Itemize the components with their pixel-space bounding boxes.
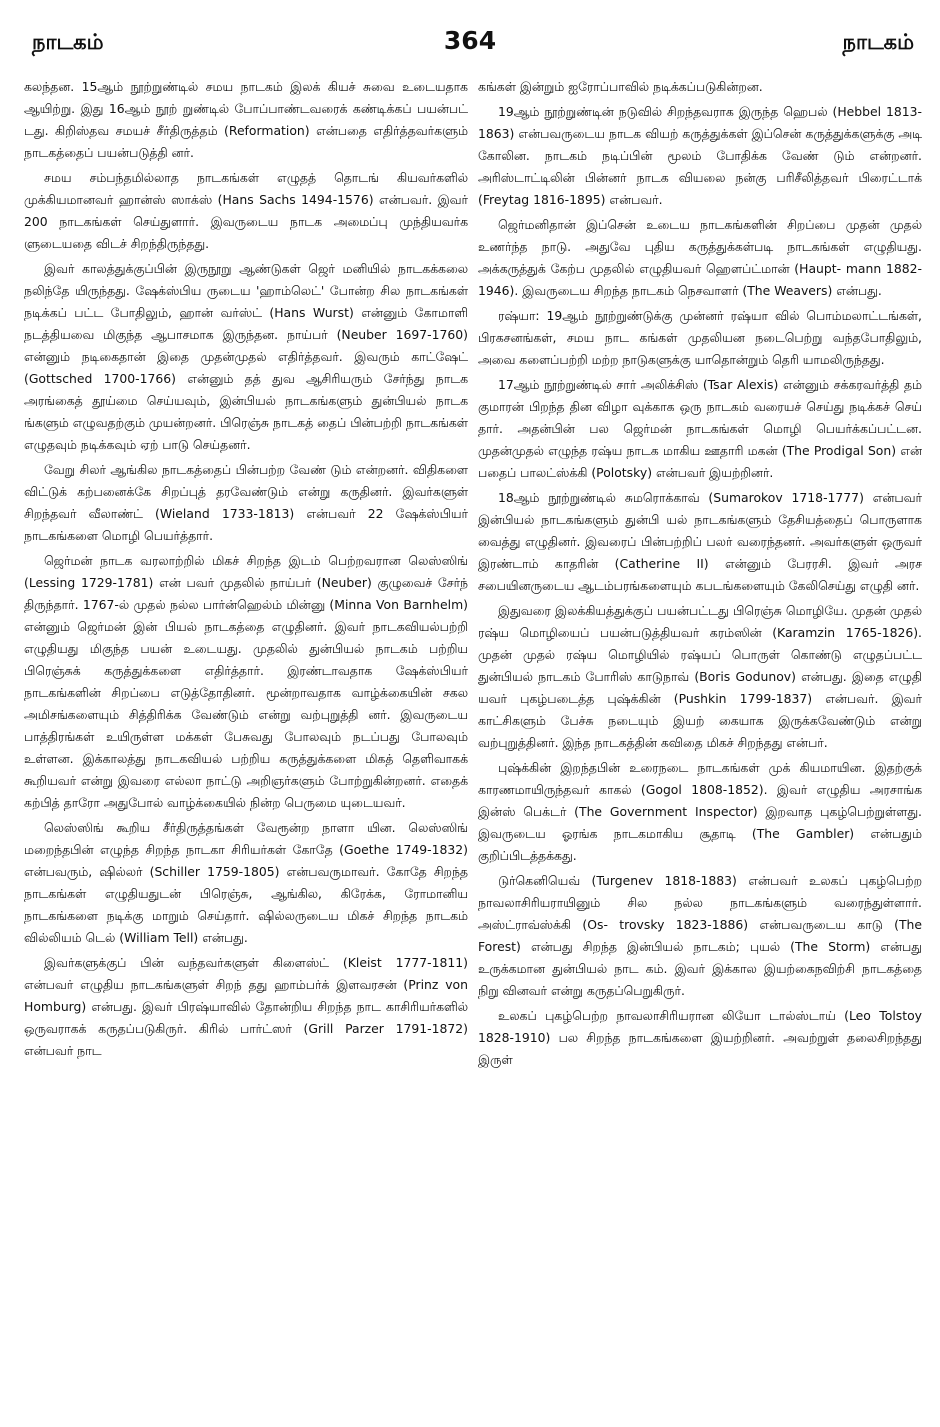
paragraph: கலந்தன. 15ஆம் நூற்றுண்டில் சமய நாடகம் இலக் கியச் சுவை உடையதாக ஆயிற்று. இது 16ஆம் நூற் றுண்டில் போப்பாண்டவரைக் கண்டிக்கப் பயன்பட் டது. கிறிஸ்தவ சமயச் சீர்திருத்தம் (Reformation) என்பதை எதிர்த்தவர்களும் நாடகத்தைப் பயன்படுத்தி னர். (24, 79, 468, 160)
section-paragraph-russia: ரஷ்யா: 19ஆம் நூற்றுண்டுக்கு முன்னர் ரஷ்யா வில் பொம்மலாட்டங்கள், பிரகசனங்கள், சமய நாட கங்கள் முதலியன நடைபெற்று வந்தபோதிலும், அவை களைப்பற்றி மற்ற நாடுகளுக்கு யாதொன்றும் தெரி யாமலிருந்தது. (478, 308, 922, 367)
paragraph: ஜெர்மன் நாடக வரலாற்றில் மிகச் சிறந்த இடம் பெற்றவரான லெஸ்ஸிங் (Lessing 1729-1781) என் பவர் முதலில் நாய்பர் (Neuber) குழுவைச் சேர்ந் திருந்தார். 1767-ல் முதல் நல்ல பார்ன்ஹெல்ம் மின்னு (Minna Von Barnhelm) என்னும் ஜெர்மன் இன் பியல் நாடகத்தை எழுதினர். இவர் நாடகவியல்பற்றி எழுதியது மிகுந்த பயன் உடையது. முதலில் துன்பியல் நாடகம் பற்றிய பிரெஞ்சுக் கருத்துக்களை எதிர்த்தார். இரண்டாவதாக ஷேக்ஸ்பியர் நாடகங்களின் சிறப்பை எடுத்தோதினர். மூன்றாவதாக வாழ்க்கையின் சகல அமிசங்களையும் சித்திரிக்க வேண்டும் என்று வற்புறுத்தி னர். இவருடைய பாத்திரங்கள் உயிருள்ள மக்கள் பேசுவது போலவும் நடப்பது போலவும் உள்ளன. இக்காலத்து நாடகவியல் பற்றிய கருத்துக்களை மிகத் தெளிவாகக் கூறியவர் என்று இவரை எல்லா நாட்டு அறிஞர்களும் போற்றுகின்றனர். எதைக் கற்பித் தாரோ அதுபோல் வாழ்க்கையில் நின்ற பெருமை யுடையவர். (24, 553, 468, 810)
paragraph: புஷ்க்கின் இறந்தபின் உரைநடை நாடகங்கள் முக் கியமாயின. இதற்குக் காரணமாயிருந்தவர் காகல் (Gogol 1808-1852). இவர் எழுதிய அரசாங்க இன்ஸ் பெக்டர் (The Government Inspector) இறவாத புகழ்பெற்றுள்ளது. இவருடைய ஓரங்க நாடகமாகிய சூதாடி (The Gambler) என்பதும் குறிப்பிடத்தக்கது. (478, 760, 922, 863)
right-column (478, 76, 922, 1406)
paragraph: கங்கள் இன்றும் ஐரோப்பாவில் நடிக்கப்படுகின்றன. (478, 79, 763, 94)
page-header (22, 26, 918, 70)
paragraph: 19ஆம் நூற்றுண்டின் நடுவில் சிறந்தவராக இருந்த ஹெபல் (Hebbel 1813-1863) என்பவருடைய நாடக வியற் கருத்துக்கள் இப்சென் கருத்துக்களுக்கு அடி கோலின. நாடகம் நடிப்பின் மூலம் போதிக்க வேண் டும் என்றனர். அரிஸ்டாட்டிலின் பின்னர் நாடக வியலை நன்கு பரிசீலித்தவர் பிரைட்டாக் (Freytag 1816-1895) என்பவர். (478, 104, 922, 207)
paragraph: உலகப் புகழ்பெற்ற நாவலாசிரியரான லியோ டால்ஸ்டாய் (Leo Tolstoy 1828-1910) பல சிறந்த நாடகங்களை இயற்றினர். அவற்றுள் தலைசிறந்தது இருள் (478, 1008, 922, 1067)
left-column (24, 76, 468, 1406)
running-title-left: நாடகம் (32, 30, 104, 54)
paragraph: இவர் காலத்துக்குப்பின் இருநூறு ஆண்டுகள் ஜெர் மனியில் நாடகக்கலை நலிந்தே யிருந்தது. ஷேக்ஸ்பிய ருடைய 'ஹாம்லெட்' போன்ற சில நாடகங்கள் நடிக்கப் பட்ட போதிலும், ஹான் வர்ஸ்ட் (Hans Wurst) என்னும் கோமாளி நடத்தியவை மிகுந்த ஆபாசமாக இருந்தன. நாய்பர் (Neuber 1697-1760) என்னும் நடிகைதான் இதை முதன்முதல் எதிர்த்தவர். இவரும் காட்ஷேட் (Gottsched 1700-1766) என்னும் தத் துவ ஆசிரியரும் சேர்ந்து நாடக அரங்கைத் தூய்மை செய்யவும், இன்பியல் நாடகங்களும் துன்பியல் நாடக ங்களும் எழுவதற்கும் முயன்றனர். பிரெஞ்சு நாடகத் தைப் பின்பற்றி நாடகங்கள் எழுதவும் நடிக்கவும் ஏற் பாடு செய்தனர். (24, 261, 468, 452)
paragraph: சமய சம்பந்தமில்லாத நாடகங்கள் எழுதத் தொடங் கியவர்களில் முக்கியமானவர் ஹான்ஸ் ஸாக்ஸ் (Hans Sachs 1494-1576) என்பவர். இவர் 200 நாடகங்கள் செய்துளார். இவருடைய நாடக அமைப்பு முந்தியவர்க ளுடையதை விடச் சிறந்திருந்தது. (24, 170, 468, 251)
paragraph: 17ஆம் நூற்றுண்டில் சார் அலிக்சிஸ் (Tsar Alexis) என்னும் சக்கரவர்த்தி தம் குமாரன் பிறந்த தின விழா வுக்காக ஒரு நாடகம் வரையச் செய்து நடிக்கச் செய் தார். அதன்பின் பல ஜெர்மன் நாடகங்கள் மொழி பெயர்க்கப்பட்டன. முதன்முதல் எழுந்த ரஷ்ய நாடக மாகிய ஊதாரி மகன் (The Prodigal Son) என் பதைப் பாலட்ஸ்க்கி (Polotsky) என்பவர் இயற்றினர். (478, 377, 922, 480)
paragraph: வேறு சிலர் ஆங்கில நாடகத்தைப் பின்பற்ற வேண் டும் என்றனர். விதிகளை விட்டுக் கற்பனைக்கே சிறப்புத் தரவேண்டும் என்று கருதினர். இவர்களுள் சிறந்தவர் வீலாண்ட் (Wieland 1733-1813) என்பவர் 22 ஷேக்ஸ்பியர் நாடகங்களை மொழி பெயர்த்தார். (24, 462, 468, 543)
paragraph: ஜெர்மனிதான் இப்சென் உடைய நாடகங்களின் சிறப்பை முதன் முதல் உணர்ந்த நாடு. அதுவே புதிய கருத்துக்கள்படி நாடகங்கள் எழுதியது. அக்கருத்துக் கேற்ப முதலில் எழுதியவர் ஹௌப்ட்மான் (Haupt- mann 1882-1946). இவருடைய சிறந்த நாடகம் நெசவாளர் (The Weavers) என்பது. (478, 217, 922, 298)
paragraph: லெஸ்ஸிங் கூறிய சீர்திருத்தங்கள் வேரூன்ற நாளா யின. லெஸ்ஸிங் மறைந்தபின் எழுந்த சிறந்த நாடகா சிரியர்கள் கோதே (Goethe 1749-1832) என்பவரும், ஷில்லர் (Schiller 1759-1805) என்பவருமாவர். கோதே சிறந்த நாடகங்கள் எழுதியதுடன் பிரெஞ்சு, ஆங்கில, கிரேக்க, ரோமானிய நாடகங்களை நடிக்கு மாறும் செய்தார். ஷில்லருடைய மிகச் சிறந்த நாடகம் வில்லியம் டெல் (William Tell) என்பது. (24, 820, 468, 945)
running-title-right: நாடகம் (842, 30, 914, 54)
page-number: 364 (443, 26, 497, 55)
paragraph: இவர்களுக்குப் பின் வந்தவர்களுள் கிளைஸ்ட் (Kleist 1777-1811) என்பவர் எழுதிய நாடகங்களுள் சிறந் தது ஹாம்பர்க் இளவரசன் (Prinz von Homburg) என்பது. இவர் பிரஷ்யாவில் தோன்றிய சிறந்த நாட காசிரியர்களில் ஒருவராகக் கருதப்படுகிருர். கிரில் பார்ட்ஸர் (Grill Parzer 1791-1872) என்பவர் நாட (24, 955, 468, 1058)
paragraph: இதுவரை இலக்கியத்துக்குப் பயன்பட்டது பிரெஞ்சு மொழியே. முதன் முதல் ரஷ்ய மொழியைப் பயன்படுத்தியவர் கரம்ஸின் (Karamzin 1765-1826). முதன் முதல் ரஷ்ய மொழியில் ரஷ்யப் பொருள் கொண்டு எழுதப்பட்ட துன்பியல் நாடகம் போரிஸ் காடுநாவ் (Boris Godunov) என்பது. இதை எழுதி யவர் புகழ்படைத்த புஷ்க்கின் (Pushkin 1799-1837) என்பவர். இவர் காட்சிகளும் பேச்சு நடையும் இயற் கையாக இருக்கவேண்டும் என்று வற்புறுத்தினர். இந்த நாடகத்தின் கவிதை மிகச் சிறந்தது என்பர். (478, 603, 922, 750)
paragraph: டுர்கெனியெவ் (Turgenev 1818-1883) என்பவர் உலகப் புகழ்பெற்ற நாவலாசிரியராயினும் சில நல்ல நாடகங்களும் வரைந்துள்ளார். அஸ்ட்ராவ்ஸ்க்கி (Os- trovsky 1823-1886) என்பவருடைய காடு (The Forest) என்பது சிறந்த இன்பியல் நாடகம்; புயல் (The Storm) என்பது உருக்கமான துன்பியல் நாட கம். இவர் இக்கால இயற்கைநவிற்சி நாடகத்தை நிறு வினவர் என்று கருதப்பெறுகிருர். (478, 873, 922, 998)
paragraph: 18ஆம் நூற்றுண்டில் சுமரொக்காவ் (Sumarokov 1718-1777) என்பவர் இன்பியல் நாடகங்களும் துன்பி யல் நாடகங்களும் தேசியத்தைப் பொருளாக வைத்து எழுதினர். இவரைப் பின்பற்றிப் பலர் வரைந்தனர். அவர்களுள் ஒருவர் இரண்டாம் காதரின் (Catherine II) என்னும் பேரரசி. இவர் அரச சபையினருடைய ஆடம்பரங்களையும் கபடங்களையும் கேலிசெய்து எழுதி னர். (478, 490, 922, 593)
